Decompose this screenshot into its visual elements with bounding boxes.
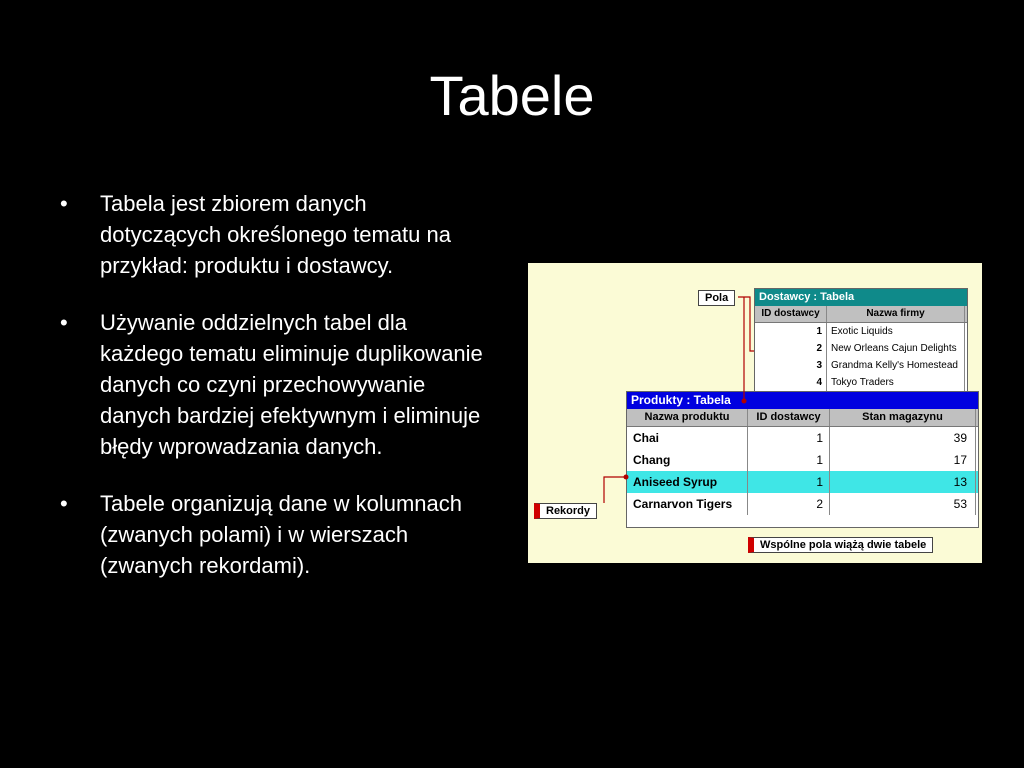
products-header-name: Nazwa produktu [627, 409, 748, 426]
records-connector-dot [624, 475, 629, 480]
supplier-name-cell: Tokyo Traders [827, 374, 965, 391]
suppliers-header-company: Nazwa firmy [827, 306, 965, 322]
bullet-item [58, 188, 488, 281]
fields-connector-line [738, 297, 754, 351]
fields-callout: Pola [698, 290, 735, 306]
supplier-id-cell: 4 [755, 374, 827, 391]
product-supplier-id-cell: 1 [748, 449, 830, 471]
products-table-caption: Produkty : Tabela [627, 392, 978, 409]
products-header-stock: Stan magazynu [830, 409, 976, 426]
product-name-cell: Chai [627, 427, 748, 449]
supplier-id-cell: 2 [755, 340, 827, 357]
supplier-name-cell: Exotic Liquids [827, 323, 965, 340]
records-connector-line [604, 477, 626, 503]
records-callout: Rekordy [534, 503, 597, 519]
product-stock-cell: 17 [830, 449, 976, 471]
bullet-item [58, 488, 488, 581]
bullet-item [58, 307, 488, 462]
product-name-cell: Carnarvon Tigers [627, 493, 748, 515]
supplier-name-cell: Grandma Kelly's Homestead [827, 357, 965, 374]
bullet-list [58, 188, 488, 607]
bullet-text: Tabela jest zbiorem danych dotyczących określonego tematu na przykład: produktu i dostawcy. [100, 191, 451, 278]
fields-connector-dot [742, 399, 747, 404]
bullet-icon: • [60, 191, 68, 216]
product-stock-cell: 53 [830, 493, 976, 515]
product-supplier-id-cell: 1 [748, 427, 830, 449]
product-stock-cell: 13 [830, 471, 976, 493]
suppliers-table-caption: Dostawcy : Tabela [755, 289, 967, 306]
product-supplier-id-cell: 1 [748, 471, 830, 493]
bullet-icon: • [60, 491, 68, 516]
suppliers-header-id: ID dostawcy [755, 306, 827, 322]
supplier-id-cell: 3 [755, 357, 827, 374]
product-name-cell: Chang [627, 449, 748, 471]
product-name-cell: Aniseed Syrup [627, 471, 748, 493]
bullet-text: Używanie oddzielnych tabel dla każdego tematu eliminuje duplikowanie danych co czyni przechowywanie danych bardziej efektywnym i eliminuje błędy wprowadzania danych. [100, 310, 483, 459]
supplier-id-cell: 1 [755, 323, 827, 340]
common-fields-callout: Wspólne pola wiążą dwie tabele [748, 537, 933, 553]
supplier-name-cell: New Orleans Cajun Delights [827, 340, 965, 357]
product-supplier-id-cell: 2 [748, 493, 830, 515]
product-stock-cell: 39 [830, 427, 976, 449]
bullet-text: Tabele organizują dane w kolumnach (zwanych polami) i w wierszach (zwanych rekordami). [100, 491, 463, 578]
slide-title: Tabele [429, 64, 595, 127]
tables-illustration [528, 263, 982, 563]
bullet-icon: • [60, 310, 68, 335]
products-header-supplier-id: ID dostawcy [748, 409, 830, 426]
